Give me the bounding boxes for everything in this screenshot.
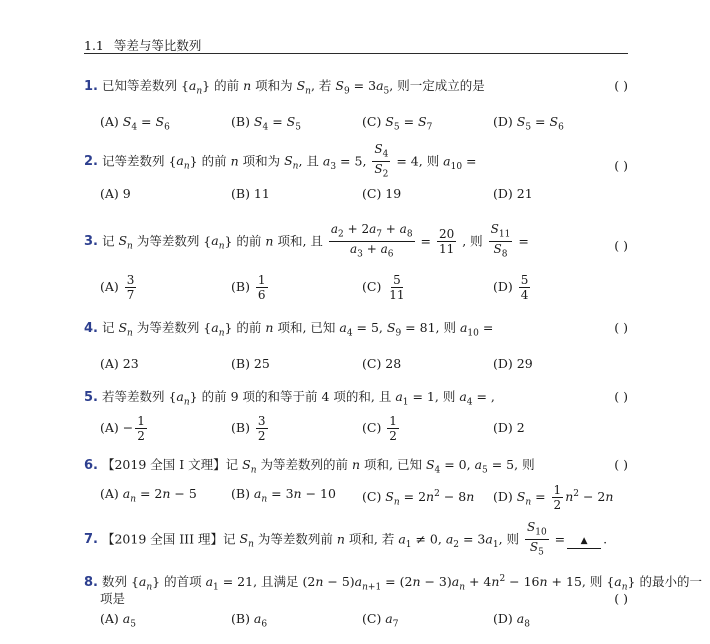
option-b: (B) 11 (231, 186, 270, 201)
option-c: (C) 28 (362, 356, 402, 371)
question-6: 6. 【2019 全国 I 文理】记 $S_n$ 为等差数列的前 n 项和, 已知 $S_4 = 0$, $a_5 = 5$, 则 ( ) (A) $a_n = 2n - 5$ (B) $a_n = 3n - 10$ (C) $S_n = 2n^2 - 8n$ (D) $S_n$ = $\frac{1}{2}$ $n^2 - 2n$ (84, 455, 628, 509)
question-8: 8. 数列 $\{a_n\}$ 的首项 $a_1 = 21$, 且满足 $(2n - 5)a_{n+1} = (2n - 3)a_n + 4n^2 - 16n + 15$, 则 $\{a_n\}$ 的最小的一 项是 ( ) (A) $a_5$ (B) $a_6$ (C) $a_7$ (D) $a_8$ (84, 569, 628, 631)
question-number: 1. (84, 79, 98, 94)
option-a: (A) − $\frac{1}{2}$ (100, 414, 145, 443)
question-number: 5. (84, 390, 98, 405)
answer-paren: ( ) (614, 78, 628, 93)
option-a: (A) 9 (100, 186, 131, 201)
option-d: (D) $a_8$ (493, 611, 530, 630)
section-title: 等差与等比数列 (113, 38, 202, 53)
option-b: (B) $a_6$ (231, 611, 268, 630)
option-d: (D) 29 (493, 356, 533, 371)
option-a: (A) $S_4 = S_6$ (100, 114, 170, 133)
question-number: 6. (84, 458, 98, 473)
option-c: (C) $\frac{5}{11}$ (362, 273, 405, 302)
option-a: (A) $a_5$ (100, 611, 136, 630)
question-4: 4. 记 $S_n$ 为等差数列 $\{a_n\}$ 的前 n 项和, 已知 $a_4 = 5$, $S_9 = 81$, 则 $a_{10}$ = ( ) (A) 23 (B) 25 (C) 28 (D) 29 (84, 318, 628, 376)
question-5: 5. 若等差数列 $\{a_n\}$ 的前 9 项的和等于前 4 项的和, 且 $a_1 = 1$, 则 $a_4$ = , ( ) (A) − $\frac{1}{2}$ (B) $\frac{3}{2}$ (C) $\frac{1}{2}$ (D) 2 (84, 389, 628, 443)
question-number: 7. (84, 532, 98, 548)
option-c: (C) $a_7$ (362, 611, 399, 630)
option-b: (B) $a_n = 3n - 10$ (231, 486, 336, 505)
answer-paren: ( ) (614, 389, 628, 404)
option-c: (C) 19 (362, 186, 402, 201)
question-number: 2. (84, 154, 98, 170)
option-d: (D) 2 (493, 420, 525, 435)
question-3: 3. 记 $S_n$ 为等差数列 $\{a_n\}$ 的前 n 项和, 且 $\frac{a_2 + 2a_7 + a_8}{a_3 + a_6}$ = $\frac{20}{11}$ , 则 $\frac{S_{11}}{S_8}$ = ( ) (A) $\frac{3}{7}$ (B) $\frac{1}{6}$ (C) $\frac{5}{11}$ (D) $\frac{5}{4}$ (84, 222, 628, 302)
answer-paren: ( ) (614, 320, 628, 335)
option-c: (C) $\frac{1}{2}$ (362, 414, 397, 443)
question-number: 4. (84, 321, 98, 336)
option-d: (D) $S_n$ = $\frac{1}{2}$ $n^2 - 2n$ (493, 483, 614, 513)
option-c: (C) $S_n = 2n^2 - 8n$ (362, 489, 475, 508)
option-a: (A) $\frac{3}{7}$ (100, 273, 135, 302)
option-b: (B) $\frac{1}{6}$ (231, 273, 266, 302)
answer-paren: ( ) (614, 238, 628, 253)
question-number: 8. (84, 575, 98, 591)
option-d: (D) $\frac{5}{4}$ (493, 273, 529, 302)
option-a: (A) 23 (100, 356, 139, 371)
section-number: 1.1 (84, 38, 104, 53)
answer-paren: ( ) (614, 457, 628, 472)
option-c: (C) $S_5 = S_7$ (362, 114, 433, 133)
option-d: (D) 21 (493, 186, 533, 201)
option-b: (B) $\frac{3}{2}$ (231, 414, 266, 443)
section-header (84, 36, 201, 54)
option-b: (B) $S_4 = S_5$ (231, 114, 301, 133)
question-number: 3. (84, 234, 98, 250)
question-1: 1. 已知等差数列 $\{a_n\}$ 的前 n 项和为 $S_n$, 若 $S_9 = 3a_5$, 则一定成立的是 ( ) (A) $S_4 = S_6$ (B) $S_4 = S_5$ (C) $S_5 = S_7$ (D) $S_5 = S_6$ (84, 76, 628, 134)
question-7: 7. 【2019 全国 III 理】记 $S_n$ 为等差数列前 n 项和, 若 $a_1 \ne 0$, $a_2 = 3a_1$, 则 $\frac{S_{10}}{S_5}$ = ▲ . (84, 520, 608, 558)
answer-blank: ▲ (567, 534, 601, 549)
option-d: (D) $S_5 = S_6$ (493, 114, 564, 133)
option-a: (A) $a_n = 2n - 5$ (100, 486, 197, 505)
answer-paren: ( ) (614, 158, 628, 173)
header-rule (84, 53, 628, 54)
question-2: 2. 记等差数列 $\{a_n\}$ 的前 n 项和为 $S_n$, 且 $a_3 = 5$, $\frac{S_4}{S_2}$ = 4, 则 $a_{10}$ = ( ) (A) 9 (B) 11 (C) 19 (D) 21 (84, 142, 628, 206)
option-b: (B) 25 (231, 356, 270, 371)
answer-paren: ( ) (614, 591, 628, 606)
